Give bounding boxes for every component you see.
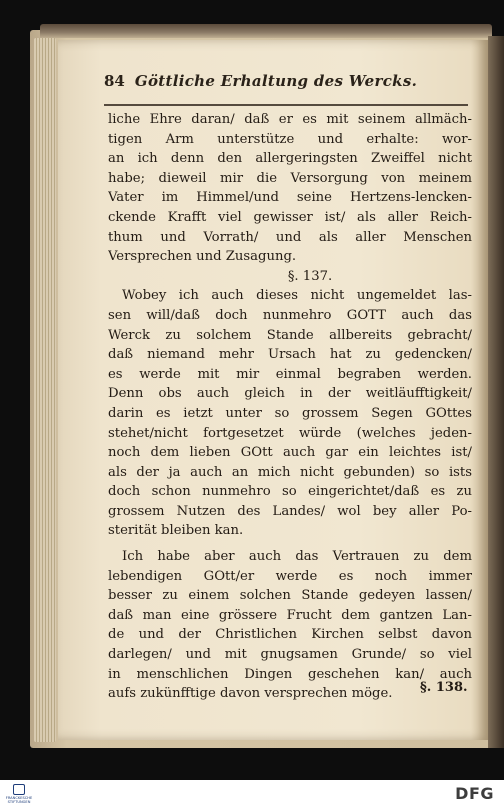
running-head: Göttliche Erhaltung des Wercks. — [134, 72, 418, 90]
text-line: Denn obs auch gleich in der weitläufftigkeit/ — [108, 386, 472, 402]
text-line: lebendigen GOtt/er werde es noch immer — [108, 568, 472, 584]
text-line: Ich habe aber auch das Vertrauen zu dem — [122, 549, 472, 565]
text-line: ckende Krafft viel gewisser ist/ als aller Reich- — [108, 209, 472, 225]
logo-icon — [13, 784, 25, 795]
text-line: de und der Christlichen Kirchen selbst davon — [108, 627, 472, 643]
text-line: daß niemand mehr Ursach hat zu gedencken/ — [108, 347, 472, 363]
text-line: Wobey ich auch dieses nicht ungemeldet las- — [122, 288, 472, 304]
page-header — [104, 72, 474, 102]
viewer-footer — [0, 780, 504, 809]
section-number: §. 137. — [287, 268, 333, 284]
page-text — [108, 110, 472, 704]
text-line: daß man eine grössere Frucht dem gantzen Lan- — [108, 607, 472, 623]
book-top-edge — [40, 24, 492, 38]
paragraph-next — [108, 547, 472, 704]
text-line: darlegen/ und mit gnugsamen Grunde/ so viel — [108, 647, 472, 663]
text-line: Werck zu solchem Stande allbereits gebracht/ — [108, 327, 472, 343]
page-number: 84 — [104, 72, 125, 90]
paragraph-continued — [108, 110, 472, 267]
text-line: thum und Vorrath/ und als aller Menschen — [108, 229, 472, 245]
paragraph-137 — [108, 286, 472, 541]
text-line: sen will/daß doch nunmehro GOTT auch das — [108, 307, 472, 323]
text-line: Versprechen und Zusagung. — [108, 249, 297, 265]
text-line: doch schon nunmehro so eingerichtet/daß es zu — [108, 484, 472, 500]
text-line: tigen Arm unterstütze und erhalte: wor- — [108, 131, 472, 147]
text-line: als der ja auch an mich nicht gebunden) so ists — [108, 464, 472, 480]
book-spine — [488, 36, 504, 748]
text-line: an ich denn den allergeringsten Zweiffel nicht — [108, 151, 472, 167]
text-line: darin es ietzt unter so grossem Segen GOttes — [108, 405, 472, 421]
franckesche-stiftungen-logo[interactable] — [4, 782, 34, 806]
text-line: stehet/nicht fortgesetzet würde (welches jeden- — [108, 425, 472, 441]
header-rule — [104, 104, 468, 106]
page-stack-edge — [34, 38, 56, 742]
text-line: es werde mit mir einmal begraben werden. — [108, 366, 472, 382]
text-line: noch dem lieben GOtt auch gar ein leichtes ist/ — [108, 445, 472, 461]
catchword: §. 138. — [420, 680, 468, 695]
dfg-logo[interactable]: DFG — [455, 784, 494, 803]
text-line: liche Ehre daran/ daß er es mit seinem allmäch- — [108, 112, 472, 127]
text-line: in menschlichen Dingen geschehen kan/ auch — [108, 666, 472, 682]
text-line: grossem Nutzen des Landes/ wol bey aller Po- — [108, 503, 472, 519]
text-line: aufs zukünfftige davon versprechen möge. — [108, 686, 393, 702]
text-line: habe; dieweil mir die Versorgung von meinem — [108, 170, 472, 186]
text-line: sterität bleiben kan. — [108, 523, 244, 539]
text-line: besser zu einem solchen Stande gedeyen lassen/ — [108, 588, 472, 604]
logo-text: FRANCKESCHE STIFTUNGEN — [5, 796, 33, 804]
text-line: Vater im Himmel/und seine Hertzens-lencken- — [108, 190, 472, 206]
